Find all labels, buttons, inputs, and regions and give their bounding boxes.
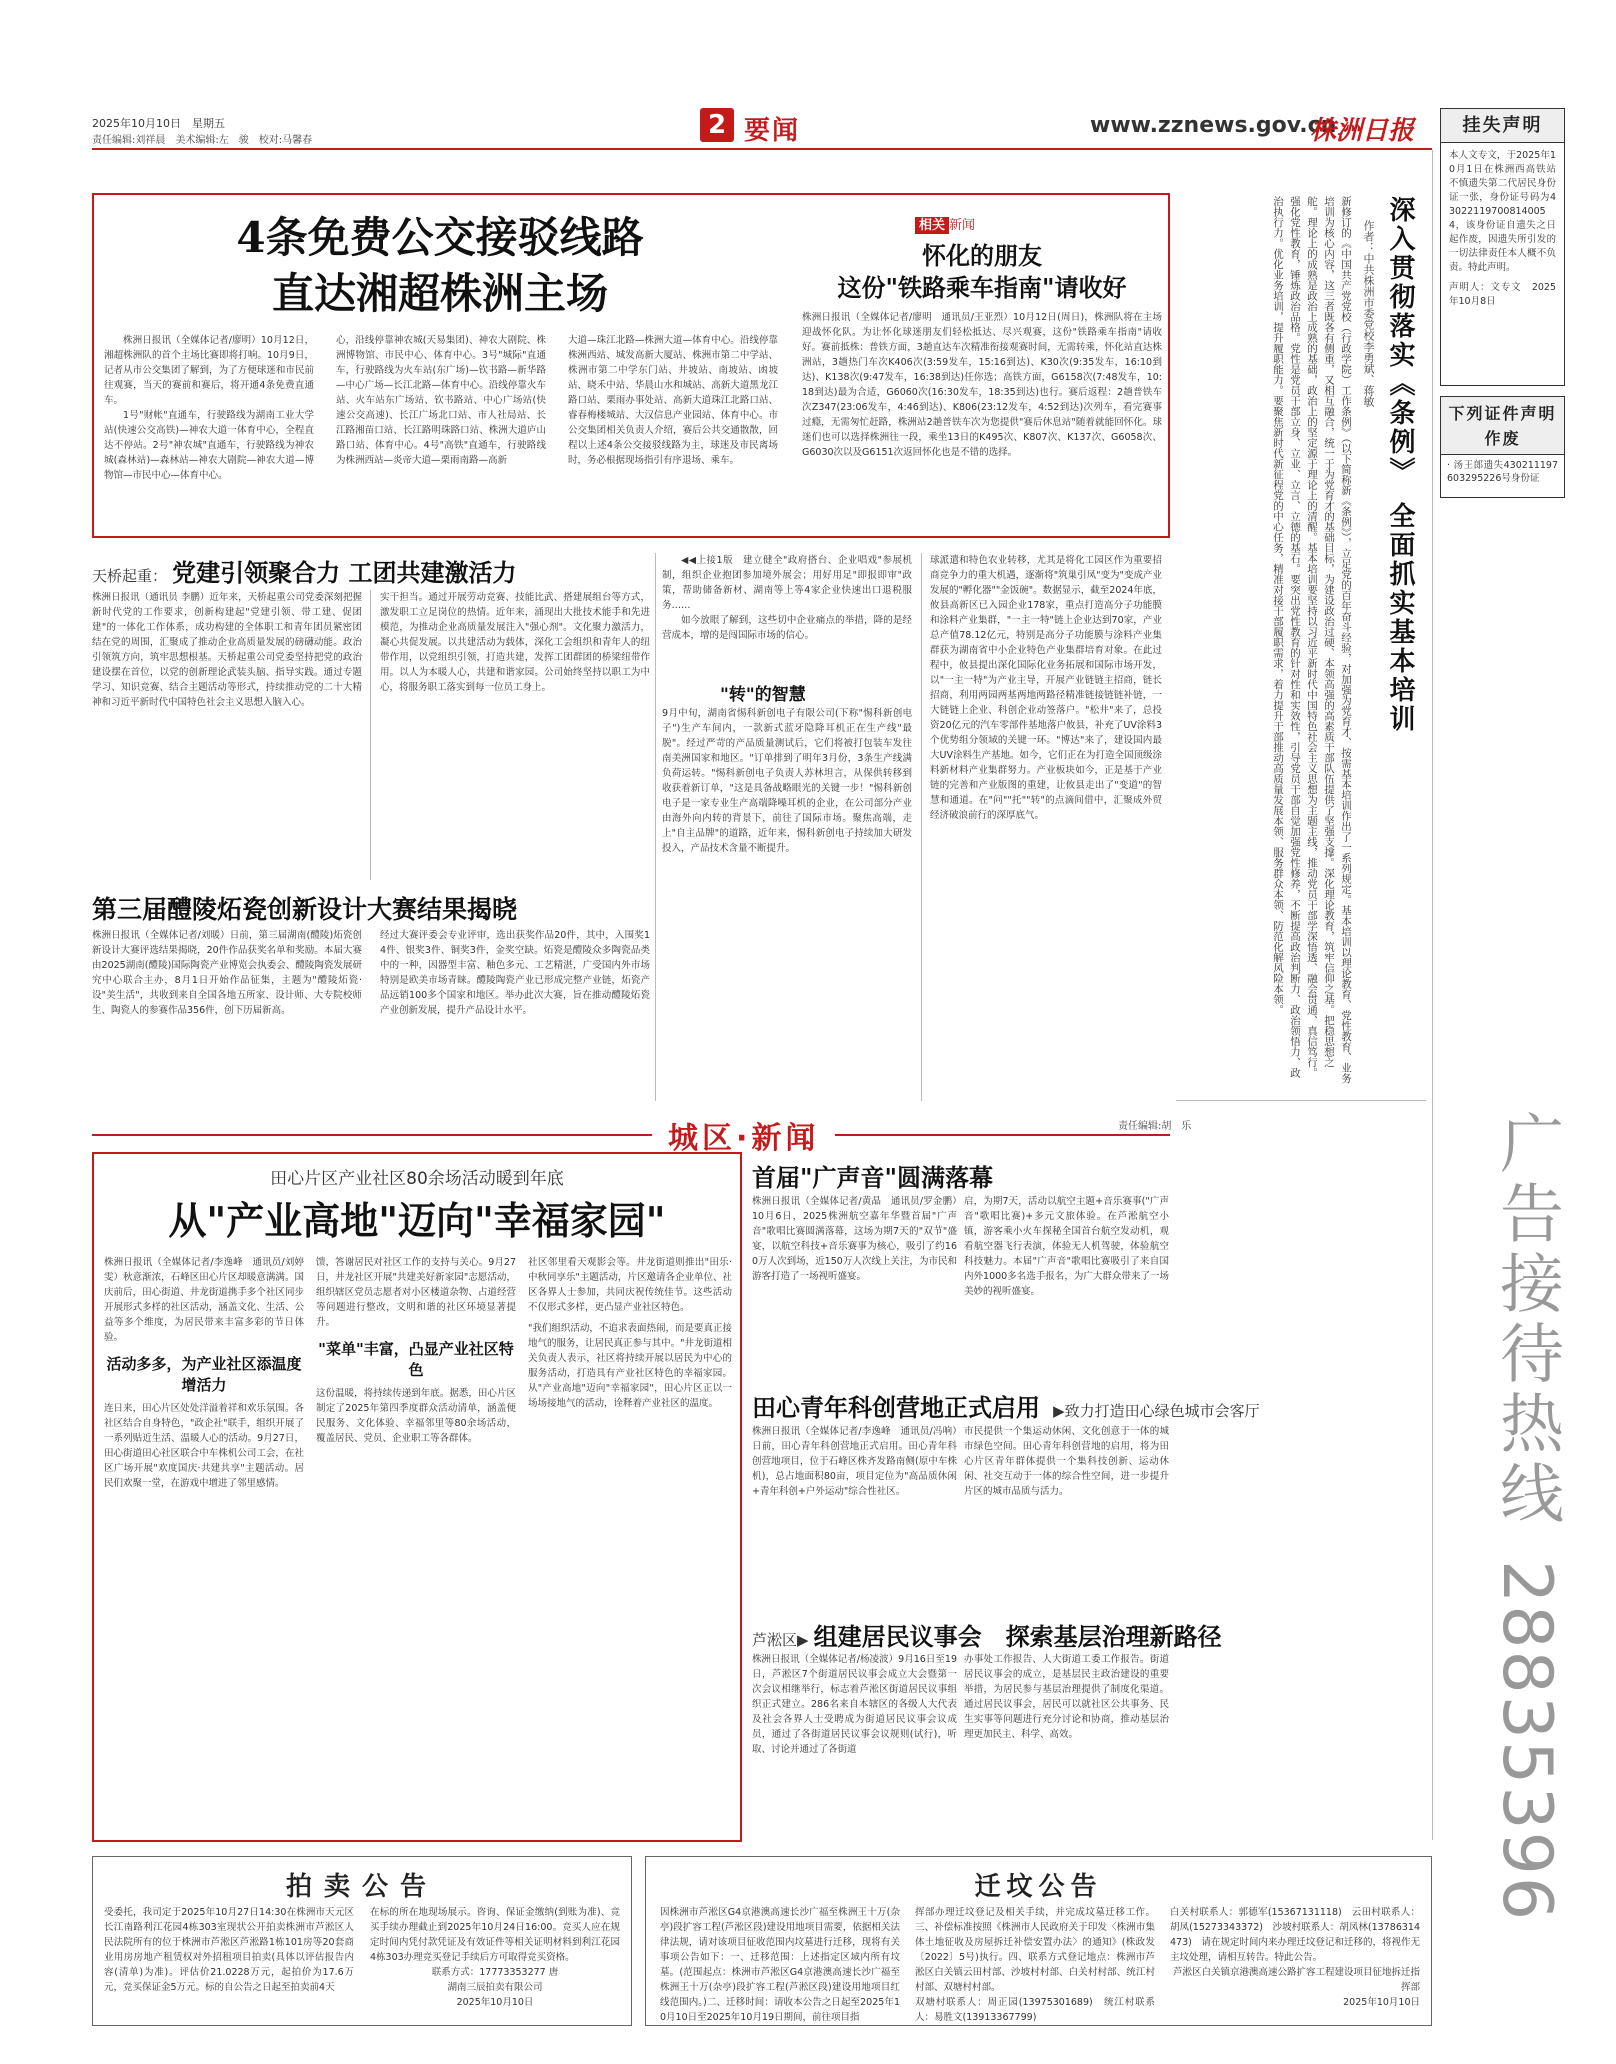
zhuan-p1: 如今放眼了解到，这些切中企业痛点的举措，降的是经营成本，增的是闯国际市场的信心。 xyxy=(662,615,912,641)
relocation-body3: 白关村联系人：郭德军(15367131118) 云田村联系人：胡凤(15273343372) 沙坡村联系人：胡凤林(13786314473) 请在规定时间内来办理迁坟登记和迁移的，将视作无主坟处理，请相互转告。特此公告。 xyxy=(1170,1907,1420,1963)
lead-body-col1 xyxy=(104,333,314,533)
auction-date: 2025年10月10日 xyxy=(456,1997,534,2008)
speaker-headline: 首届"广声音"圆满落幕 xyxy=(752,1163,994,1192)
party-story-header xyxy=(92,553,516,588)
column-vertical-byline: 作者：中共株洲市委党校李勇斌、蒋敏 xyxy=(1362,220,1375,407)
lost-notice-body: 本人文专文，于2025年10月1日在株洲西高铁站不慎遗失第二代居民身份证一张，身份证号码为430221197008140054，该身份证自遗失之日起作废，因遗失所引发的一切法律责任本人概不负责。特此声明。 xyxy=(1449,150,1556,273)
auction-body-col2 xyxy=(370,1905,620,2023)
auction-title: 拍卖公告 xyxy=(285,1872,438,1902)
lead-body-col2: 心，沿线停靠神农城(天易集团)、神农大剧院、株洲博物馆、市民中心、体育中心。3号"城际"直通车，行驶路线为火车站(东广场)—钦书路—新华路—中心广场—长江北路—体育中心。沿线停靠火车站、火车站东广场站、钦书路站、中心广场站(快速公交高速)、长江广场北口站、市人社局站、长江路湘苗口站、长江路明珠路口站、株洲大道庐山路口站、体育中心。4号"高铁"直通车，行驶路线为株洲西站—炎帝大道—栗雨南路—高新 xyxy=(336,335,546,466)
void-notice-title: 下列证件声明作废 xyxy=(1441,397,1564,455)
speaker-body-col2: 启，为期7天，活动以航空主题+音乐赛事("广声音"歌唱比赛)+多元文旅体验。在芦淞航空小镇，游客乘小火车探秘全国首台航空发动机，观看航空器飞行表演，体验无人机驾驶，体验航空科技魅力。本届"广声音"歌唱比赛吸引了来自国内外1000多名选手报名，为广大群众带来了一场美妙的视听盛宴。 xyxy=(964,1196,1169,1297)
column-vertical-body: 新修订的《中国共产党党校（行政学院）工作条例》（以下简称新《条例》），立足党的百年奋斗经验，对加强为党育才、按需基本培训作出了一系列规定。基本培训以理论教育、党性教育、业务培训为核心内容，这三者既各有侧重，又相互融合，统一于为党育才的基础目标，为建设政治过硬、本领高强的高素质干部队伍提供了坚强支撑。深化理论教育，筑牢信仰之基。把稳思想之舵。理论上的成熟是政治上成熟的基础，政治上的坚定源于理论上的清醒。基本培训要坚持以习近平新时代中国特色社会主义思想为主题主线，推动党员干部学深悟透、融会贯通、真信笃行。强化党性教育，锤炼政治品格。党性是党员干部立身、立业、立言、立德的基石。要突出党性教育的针对性和实效性，引导党员干部自觉加强党性修养，不断提高政治判断力、政治领悟力、政治执行力。优化业务培训，提升履职能力。要聚焦新时代新征程党的中心任务，精准对接干部履职需求，着力提升干部推动高质量发展本领、服务群众本领、防范化解风险本领。 xyxy=(1272,196,1352,1084)
council-headline: 组建居民议事会 探索基层治理新路径 xyxy=(813,1622,1222,1651)
tianxin-body-2: 馈，答谢居民对社区工作的支持与关心。9月27日，井龙社区开展"共建美好新家园"志愿活动，组织辖区党员志愿者对小区楼道杂物、占道经营等问题进行整改，文明和谐的社区环境显著提升。 xyxy=(316,1257,516,1328)
relocation-contacts1: 双塘村联系人：周正园(13975301689) 统江村联系人：易胜文(13913367799) xyxy=(915,1997,1155,2023)
tianxin-body-3b: "我们组织活动，不追求表面热闹，而是要真正接地气的服务，让居民真正参与其中。"井龙街道相关负责人表示，社区将持续开展以居民为中心的服务活动，打造具有产业社区特色的幸福家园。从"产业高地"迈向"幸福家园"，田心片区正以一场场接地气的活动，诠释着产业社区的温度。 xyxy=(528,1323,732,1409)
sidebar-rule xyxy=(1432,150,1433,1840)
tianxin-col3 xyxy=(528,1255,732,1835)
related-tag: 相关 xyxy=(915,217,949,234)
zhuan-body-col2: 球派遣和特色农业转移，尤其是将化工园区作为重要招商竞争力的重大机遇，逐渐将"筑巢引凤"变为"变成产业发展的"孵化器""金饭碗"。数据显示，截至2024年底，攸县高新区已入园企业178家，重点打造高分子功能膜和涂料产业集群，"一主一特"链上企业达到70家，产业总产值78.12亿元，特别是高分子功能膜与涂料产业集群获为湖南省中小企业特色产业集群培育对象。在此过程中，攸县提出深化国际化业务拓展和国际市场开发，以"一主一特"为产业主导，开展产业链链主招商，链长招商，利用两园两基两地两路径精准链接链链补链，一大链链上企业、科创企业动签落户。"松井"来了，总投资20亿元的汽车零部件基地落户攸县，补充了UV涂料3个优势组分领域的关键一环。"博达"来了，建设国内最大UV涂料生产基地。如今，它们正在为打造全国顶级涂料新材料产业集群努力。产业板块如今，正是基于产业链的完善和产业版图的重建，让攸县走出了"变道"的智慧和通道。在"问""托""转"的点滴间借中，汇聚成外贸经济破浪前行的深厚底气。 xyxy=(930,555,1162,821)
lead-byline: 株洲日报讯（全媒体记者/廖明）10月12日，湘超株洲队的首个主场比赛即将打响。10月9日，记者从市公交集团了解到，为了方便球迷和市民前往观赛，当天的赛前和赛后，将开通4条免费直通车。 xyxy=(104,335,314,406)
party-headline: 党建引领聚合力 工团共建激活力 xyxy=(172,558,517,587)
lead-paragraph: 1号"财帐"直通车，行驶路线为湖南工业大学站(快速公交高铁)—神农大道一体育中心，全程直达不停站。2号"神农城"直通车，行驶路线为神农城(森林站)—森林站—神农大剧院—神农大道—博物馆—市民中心—体育中心。 xyxy=(104,410,314,481)
issue-date: 2025年10月10日 星期五 xyxy=(92,117,225,130)
column-rule xyxy=(370,590,371,880)
youth-body-col2: 市民提供一个集运动休闲、文化创意于一体的城市绿色空间。田心青年科创营地的启用，将为田心片区青年群体提供一个集科技创新、运动休闲、社交互动于一体的综合性空间，进一步提升片区的城市品质与活力。 xyxy=(964,1426,1169,1497)
column-vertical-headline: 深入贯彻落实《条例》 全面抓实基本培训 xyxy=(1385,196,1415,734)
section-band-title: 城区·新闻 xyxy=(652,1113,835,1157)
auction-body2: 在标的所在地现场展示。咨询、保证金缴纳(到账为准)、竞买手续办理截止到2025年10月24日16:00。竞买人应在规定时间内凭付款凭证及有效证件等相关证明材料到利江花园4栋303办理竞买登记手续后方可取得竞买资格。 xyxy=(370,1907,620,1963)
auction-phone[interactable]: 联系方式：17773353277 唐 xyxy=(431,1967,559,1978)
related-headline xyxy=(802,240,1162,304)
lost-notice-signature: 声明人：文专文 2025年10月8日 xyxy=(1449,282,1556,307)
tianxin-col2 xyxy=(316,1255,516,1835)
column-rule xyxy=(655,553,656,1101)
council-body-col2: 办事处工作报告、人大街道工委工作报告。街道居民议事会的成立，是基层民主政治建设的重要举措，为居民参与基层治理提供了制度化渠道。通过居民议事会，居民可以就社区公共事务、民生实事等问题进行充分讨论和协商，推动基层治理更加民主、科学、高效。 xyxy=(964,1654,1169,1740)
tianxin-headline: 从"产业高地"迈向"幸福家园" xyxy=(168,1198,666,1243)
tianxin-kicker: 田心片区产业社区80余场活动暖到年底 xyxy=(270,1169,564,1189)
page-number-badge: 2 xyxy=(700,108,734,142)
tianxin-body-1b: 连日来，田心片区处处洋溢着祥和欢乐氛围。各社区结合自身特色，"政企社"联手，组织开展了一系列贴近生活、温暖人心的活动。9月27日，田心街道田心社区联合中车株机公司工会，在社区广场开展"欢度国庆·共建共享"主题活动。居民们欢聚一堂，在游戏中增进了邻里感情。 xyxy=(104,1403,304,1489)
section-editor: 责任编辑:胡 乐 xyxy=(1118,1121,1192,1132)
sidebar-separator xyxy=(1176,1100,1426,1101)
void-notice-box xyxy=(1440,396,1565,498)
page-editors: 责任编辑:刘祥晨 美术编辑:左 骏 校对:马馨春 xyxy=(92,135,313,146)
relocation-body2: 挥部办理迁坟登记及相关手续，并完成坟墓迁移工作。三、补偿标准按照《株洲市人民政府关于印发〈株洲市集体土地征收及房屋拆迁补偿安置办法〉的通知》(株政发〔2022〕5号)执行。四、联系方式登记地点：株洲市芦淞区白关镇云田村部、沙坡村村部、白关村村部、统江村村部、双塘村村部。 xyxy=(915,1907,1155,1993)
relocation-body-col1: 因株洲市芦淞区G4京港澳高速长沙广福至株洲王十万(杂亭)段扩容工程(芦淞区段)建设用地项目需要，依据相关法律法规，请对该项目征收范围内坟墓进行迁移，现将有关事项公告如下：一、迁移范围：上述指定区域内所有坟墓。(范围起点：株洲市芦淞区G4京港澳高速长沙广福至株洲王十万(杂亭)段扩容工程(芦淞区段)建设用地项目红线范围内。)二、迁移时间：请收本公告之日起至2025年10月10日至2025年10月19日期间，前往项目指 xyxy=(660,1907,900,2023)
lead-headline xyxy=(140,210,740,322)
lead-headline-line1: 4条免费公交接驳线路 xyxy=(236,213,644,262)
party-kicker: 天桥起重： xyxy=(92,567,168,585)
zhuan-continued xyxy=(662,553,912,663)
council-header xyxy=(752,1617,1222,1652)
ceramic-headline: 第三届醴陵炻瓷创新设计大赛结果揭晓 xyxy=(92,895,518,924)
ceramic-body-col2: 经过大赛评委会专业评审，选出获奖作品20件，其中，入围奖14件、银奖3件、铜奖3件，金奖空缺。炻瓷是醴陵众多陶瓷品类中的一种，因器型丰富、釉色多元、工艺精湛，广受国内外市场特别是欧美市场青睐。醴陵陶瓷产业已形成完整产业链，炻瓷产品远销100多个国家和地区。举办此次大赛，旨在推动醴陵炻瓷产业创新发展，提升产品设计水平。 xyxy=(380,930,650,1016)
party-body-col2: 实干担当。通过开展劳动竞赛、技能比武、搭建展组台等方式，激发职工立足岗位的热情。近年来，涌现出大批技术能手和先进模范，为推动企业高质量发展注入"强心剂"。文化聚力激活力，凝心共促发展。以共建活动为载体，深化工会组织和青年人的纽带作用，以党组织引领，打造共建，发挥工团群团的桥梁纽带作用。以人为本暖人心，共建和谐家园。公司始终坚持以职工为中心，将服务职工落实到每一位员工身上。 xyxy=(380,592,650,693)
auction-company: 湖南三辰拍卖有限公司 xyxy=(447,1982,543,1993)
relocation-title: 迁坟公告 xyxy=(974,1872,1103,1902)
lost-notice-box xyxy=(1440,108,1565,386)
tianxin-subhead2: "菜单"丰富，凸显产业社区特色 xyxy=(318,1340,514,1379)
related-headline-line2: 这份"铁路乘车指南"请收好 xyxy=(837,273,1127,302)
relocation-body-col3 xyxy=(1170,1905,1420,2023)
header-rule xyxy=(92,148,1432,150)
auction-body: 受委托，我司定于2025年10月27日14:30在株洲市天元区长江南路利江花园4栋303室现状公开拍卖株洲市芦淞区人民法院所有的位于株洲市芦淞区芦淞路1栋101房等20套商业用房房地产租赁权对外招租项目拍卖(具体以评估报告内容(清单)为准)。评估价21.0228万元，起拍价为17.6万元，竞买保证金5万元。标的自公告之日起至拍卖前4天 xyxy=(104,1907,354,1993)
site-url[interactable]: www.zznews.gov.cn xyxy=(1090,113,1337,138)
party-body-col1: 株洲日报讯（通讯员 李鹏）近年来，天桥起重公司党委深刻把握新时代党的工作要求，创新构建起"党建引领、带工建、促团建"的一体化工作体系，成功构建的全体职工和青年团员紧密团结在党的周围，汇聚成了推动企业高质量发展的磅礴动能。政治引领筑方向，筑牢思想根基。天桥起重公司党委坚持把党的政治建设摆在首位，以党的创新理论武装头脑、指导实践。通过专题学习、知识竞赛、结合主题活动等形式，持续推动党的二十大精神和习近平新时代中国特色社会主义思想入脑入心。 xyxy=(92,592,362,708)
lost-notice-title: 挂失声明 xyxy=(1441,109,1564,143)
zhuan-continued-text: ◀◀上接1版 建立健全"政府搭台、企业唱戏"参展机制，组织企业抱团参加境外展会；用好用足"即报即审"政策，帮助储备新材、湖南等上等4家企业快速出口退税服务…… xyxy=(662,555,912,611)
lead-headline-line2: 直达湘超株洲主场 xyxy=(271,269,608,318)
tianxin-subhead1: 活动多多，为产业社区添温度增活力 xyxy=(106,1355,302,1394)
related-body: 株洲日报讯（全媒体记者/廖明 通讯员/王亚烈）10月12日(周日)，株洲队将在主场迎战怀化队。为让怀化球迷朋友们轻松抵达、尽兴观赛，这份"铁路乘车指南"请收好。赛前抵株：普铁方面，3趟直达车次精准衔接观赛时间，无需转乘，怀化站直达株洲站，3趟热门车次K406次(3:59发车，15:16到达)、K30次(9:35发车，16:10到达)、K138次(9:47发车，16:38到达)任你选；高铁方面，G6158次(7:48发车，10:18到达)最为合适，G6060次(16:30发车，18:35到达)也行。赛后返程：2趟普铁车次Z347(23:06发车，4:46到达)、K806(23:12发车，4:52到达)次列车，看完赛事过瘾，无需匆忙赶路，株洲站2趟普铁车次为您提供"赛后休息站"随着就能回怀化。球迷们也可以选择株洲往一段，乘坐13日的K495次、K807次、K137次、G6058次、G6030次以及G6151次返回怀化也是不错的选择。 xyxy=(802,312,1162,458)
council-body-col1: 株洲日报讯（全媒体记者/杨凌波）9月16日至19日，芦淞区7个街道居民议事会成立大会暨第一次会议相继举行，标志着芦淞区街道居民议事组织正式建立。286名来自本辖区的各级人大代表及社会各界人士受聘成为街道居民议事会议成员，通过了各街道居民议事会议规则(试行)，听取、讨论并通过了各街道 xyxy=(752,1654,957,1755)
tianxin-col1 xyxy=(104,1255,304,1835)
void-notice-body: · 汤王郎遗失430211197603295226号身份证 xyxy=(1447,460,1558,484)
youth-headline: 田心青年科创营地正式启用 xyxy=(752,1393,1040,1422)
youth-body-col1: 株洲日报讯（全媒体记者/李逸峰 通讯员/冯响）日前，田心青年科创营地正式启用。田心青年科创营地项目，位于石峰区株齐发路南侧(原中车株机)，总占地面积80亩，项目定位为"高品质休闲+青年科创+户外运动"综合性社区。 xyxy=(752,1426,957,1497)
section-title: 要闻 xyxy=(744,116,801,146)
youth-subtitle: ▶致力打造田心绿色城市会客厅 xyxy=(1053,1402,1260,1420)
tianxin-body-2b: 这份温暖，将持续传递到年底。据悉，田心片区制定了2025年第四季度群众活动清单，涵盖便民服务、文化体验、幸福邻里等80余场活动，覆盖居民、党员、企业职工等各群体。 xyxy=(316,1388,516,1444)
youth-header xyxy=(752,1388,1260,1423)
relocation-body-col2 xyxy=(915,1905,1155,2023)
relocation-signature: 芦淞区白关镇京港澳高速公路扩容工程建设项目征地拆迁指挥部 xyxy=(1172,1967,1420,1993)
speaker-body-col1: 株洲日报讯（全媒体记者/黄晶 通讯员/罗金鹏）10月6日，2025株洲航空嘉年华暨首届"广声音"歌唱比赛圆满落幕，这场为期7天的"双节"盛宴，以航空科技+音乐赛事为核心，吸引了约160万人次到场，近150万人次线上关注，为市民和游客打造了一场视听盛宴。 xyxy=(752,1196,957,1282)
lead-body-col3: 大道—珠江北路—株洲大道—体育中心。沿线停靠株洲西站、城发高新大厦站、株洲市第二中学站、株洲市第二中学东门站、井坡站、南坡站、凼坡站、晓禾中站、华晨山水和城站、高新大道黑龙江路口站、栗雨办事处站、高新大道珠江北路口站、睿春梅楼城站、大汉信息产业园站、体育中心。市公交集团相关负责人介绍，赛后公共交通散散，回程以上述4条公交接驳线路为主，球迷及市民离场时，务必根据现场指引有序退场、乘车。 xyxy=(568,335,778,466)
column-rule xyxy=(921,553,922,1101)
tianxin-body-3: 社区邻里看天观影会等。井龙街道则推出"田乐·中秋同享乐"主题活动，片区邀请各企业单位、社区各界人士参加，共同庆祝传统佳节。这些活动不仅形式多样，更凸显产业社区特色。 xyxy=(528,1257,732,1313)
relocation-date: 2025年10月10日 xyxy=(1343,1997,1420,2008)
zhuan-body: 9月中旬，湖南省惕科新创电子有限公司(下称"惕科新创电子")生产车间内，一款新式蓝牙隐降耳机正在生产线"最脱"。经过严苛的产品质量测试后，它们将被打包装车发往南美洲国家和地区。"订单排到了明年3月份，3条生产线满负荷运转。"惕科新创电子负责人苏林坦言，从保供转移到收获着新订单，"这是具备战略眼光的关键一步！"惕科新创电子是一家专业生产高端降噪耳机的企业，在公司部分产业由海外向内转的背景下，前往了国际市场。聚焦高端，走上"自主品牌"的道路，近年来，惕科新创电子持续加大研发投入，产品技术含量不断提升。 xyxy=(662,708,912,854)
related-tag-group xyxy=(915,214,975,233)
ad-hotline-label: 广告接待热线 xyxy=(1489,1110,1563,1530)
newspaper-logo: 株洲日报 xyxy=(1310,116,1415,146)
tianxin-body-1: 株洲日报讯（全媒体记者/李逸峰 通讯员/刘婷雯）秋意渐浓，石峰区田心片区却暖意满满。国庆前后，田心街道、井龙街道携手多个社区同步开展形式多样的社区活动，涵盖文化、生活、公益等多个维度，为居民带来丰富多彩的节日体验。 xyxy=(104,1257,304,1343)
news-tag: 新闻 xyxy=(949,218,976,233)
section-band-rule xyxy=(92,1134,1170,1136)
related-headline-line1: 怀化的朋友 xyxy=(922,241,1042,270)
zhuan-subhead: "转"的智慧 xyxy=(720,685,806,705)
ceramic-body-col1: 株洲日报讯（全媒体记者/刘暖）日前，第三届湖南(醴陵)炻瓷创新设计大赛评选结果揭晓，20件作品获奖名单和奖励。本届大赛由2025湖南(醴陵)国际陶瓷产业博览会执委会、醴陵陶瓷发展研究中心联合主办，8月1日开始作品征集，主题为"醴陵炻瓷·设"美生活"，共收到来自全国各地五所家、设计师、大专院校师生、陶瓷人的参赛作品356件，创下历届新高。 xyxy=(92,930,362,1016)
ad-hotline-number[interactable]: 28835396 xyxy=(1487,1560,1566,1923)
council-kicker: 芦淞区▶ xyxy=(752,1631,809,1649)
